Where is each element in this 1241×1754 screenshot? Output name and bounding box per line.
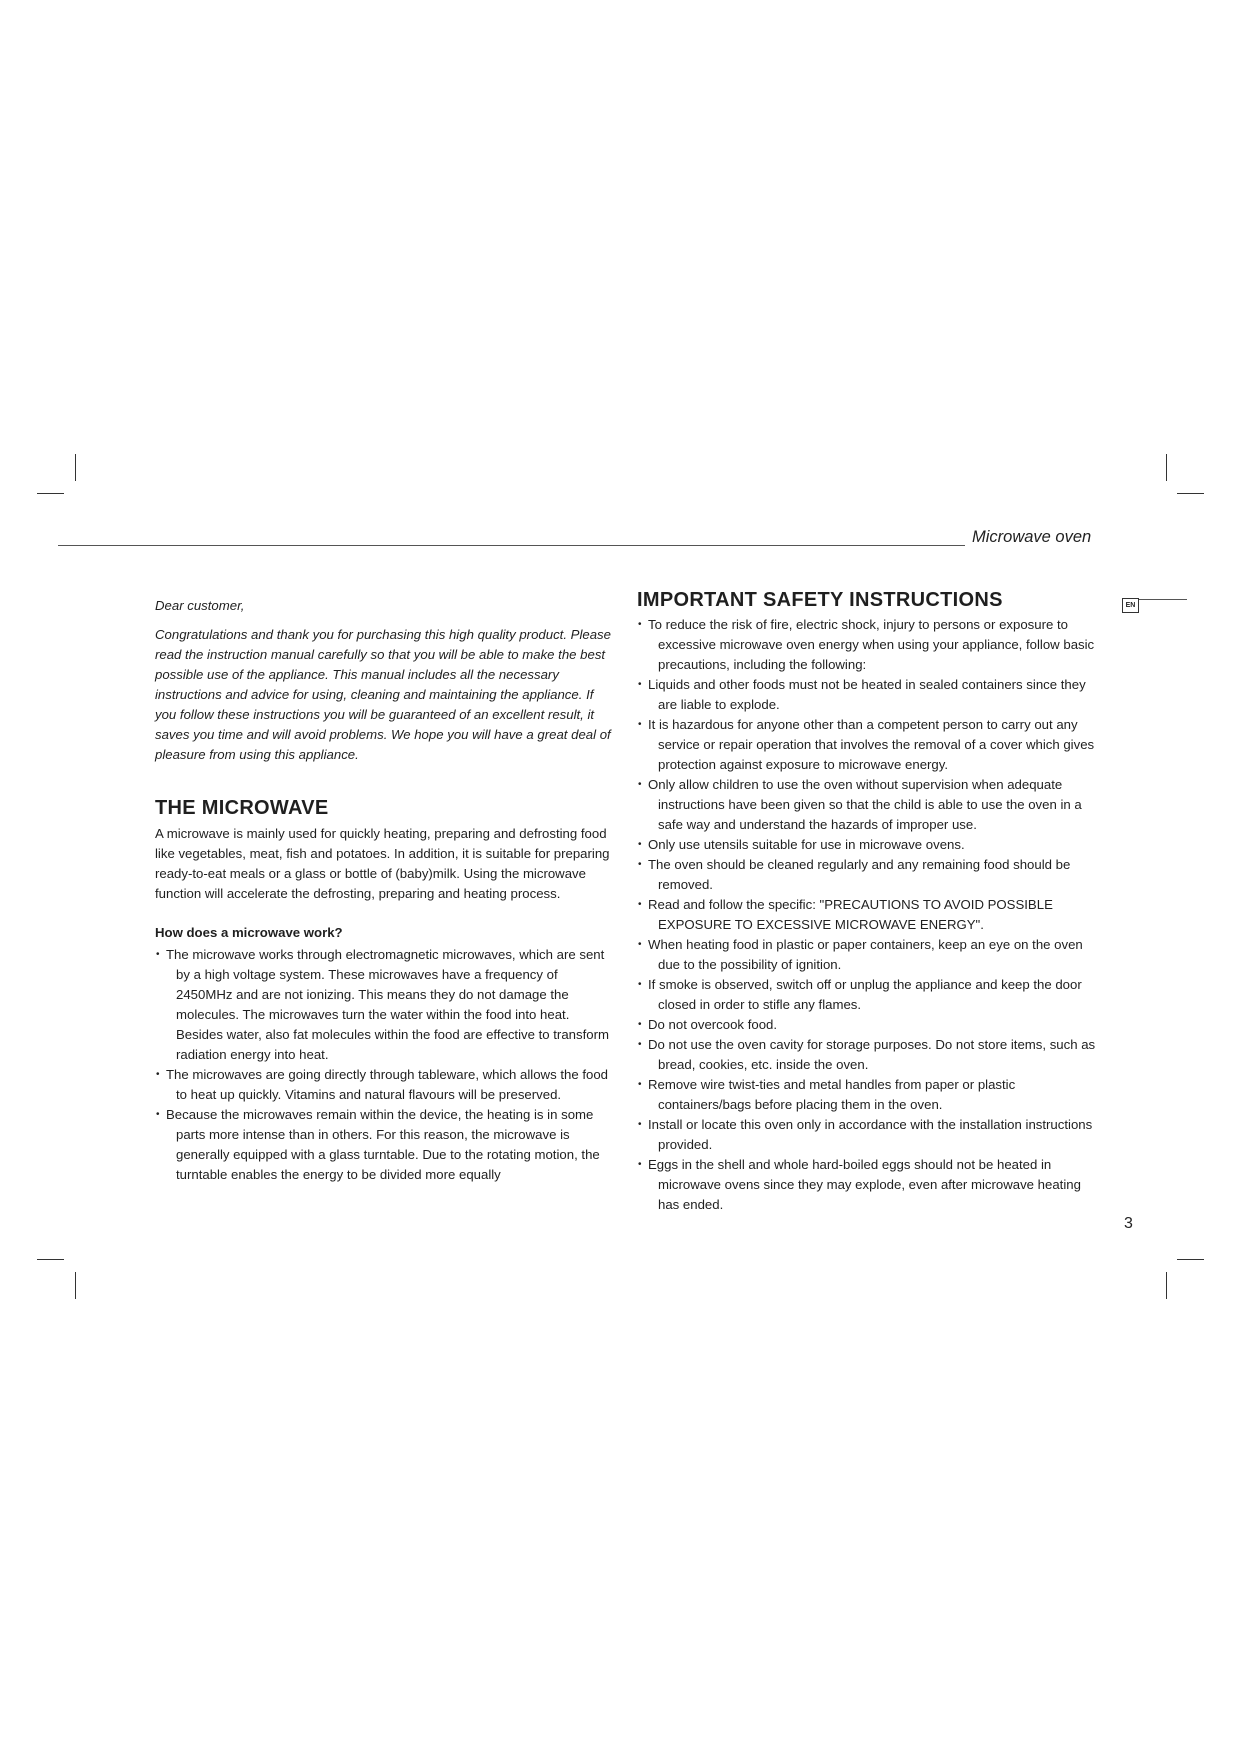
list-item: • To reduce the risk of fire, electric shock, injury to persons or exposure to excessive microwave oven energy when using your appliance, follow basic precautions, including the following: xyxy=(637,615,1097,675)
list-item: • Read and follow the specific: "PRECAUTIONS TO AVOID POSSIBLE EXPOSURE TO EXCESSIVE MICROWAVE ENERGY". xyxy=(637,895,1097,935)
language-tag: EN xyxy=(1122,598,1139,613)
crop-mark-top-left-vertical xyxy=(75,454,76,481)
list-item: • Eggs in the shell and whole hard-boiled eggs should not be heated in microwave ovens since they may explode, even after microwave heating has ended. xyxy=(637,1155,1097,1215)
crop-mark-bottom-left-horizontal xyxy=(37,1259,64,1260)
list-item: • Liquids and other foods must not be heated in sealed containers since they are liable to explode. xyxy=(637,675,1097,715)
list-item: • If smoke is observed, switch off or unplug the appliance and keep the door closed in order to stifle any flames. xyxy=(637,975,1097,1015)
page-number: 3 xyxy=(1124,1215,1133,1232)
section-heading-microwave: THE MICROWAVE xyxy=(155,797,329,819)
language-tag-rule xyxy=(1139,599,1187,600)
section-heading-safety: IMPORTANT SAFETY INSTRUCTIONS xyxy=(637,589,1003,611)
header-title: Microwave oven xyxy=(972,528,1092,546)
crop-mark-bottom-left-vertical xyxy=(75,1272,76,1299)
list-item: • It is hazardous for anyone other than a competent person to carry out any service or repair operation that involves the removal of a cover which gives protection against exposure to microwave energy. xyxy=(637,715,1097,775)
list-item: • Do not overcook food. xyxy=(637,1015,1097,1035)
crop-mark-bottom-right-horizontal xyxy=(1177,1259,1204,1260)
crop-mark-bottom-right-vertical xyxy=(1166,1272,1167,1299)
how-it-works-list xyxy=(155,945,617,1185)
left-column xyxy=(155,596,617,1185)
list-item: • Remove wire twist-ties and metal handles from paper or plastic containers/bags before placing them in the oven. xyxy=(637,1075,1097,1115)
header-rule xyxy=(58,545,965,546)
list-item: • Only use utensils suitable for use in microwave ovens. xyxy=(637,835,1097,855)
microwave-description: A microwave is mainly used for quickly heating, preparing and defrosting food like vegetables, meat, fish and potatoes. In addition, it is suitable for preparing ready-to-eat meals or a glass or bottle of (baby)milk. Using the microwave function will accelerate the defrosting, preparing and heating process. xyxy=(155,826,610,901)
list-item: • The microwaves are going directly through tableware, which allows the food to heat up quickly. Vitamins and natural flavours will be preserved. xyxy=(155,1065,617,1105)
safety-instructions-list xyxy=(637,615,1097,1215)
list-item: • Because the microwaves remain within the device, the heating is in some parts more intense than in others. For this reason, the microwave is generally equipped with a glass turntable. Due to the rotating motion, the turntable enables the energy to be divided more equally xyxy=(155,1105,617,1185)
crop-mark-top-left-horizontal xyxy=(37,493,64,494)
intro-paragraph: Congratulations and thank you for purchasing this high quality product. Please read the instruction manual carefully so that you will be able to make the best possible use of the appliance. This manual includes all the necessary instructions and advice for using, cleaning and maintaining the appliance. If you follow these instructions you will be guaranteed of an excellent result, it saves you time and will avoid problems. We hope you will have a great deal of pleasure from using this appliance. xyxy=(155,627,611,762)
subheading-how-it-works: How does a microwave work? xyxy=(155,925,343,940)
crop-mark-top-right-vertical xyxy=(1166,454,1167,481)
greeting: Dear customer, xyxy=(155,598,245,613)
crop-mark-top-right-horizontal xyxy=(1177,493,1204,494)
list-item: • Only allow children to use the oven without supervision when adequate instructions have been given so that the child is able to use the oven in a safe way and understand the hazards of improper use. xyxy=(637,775,1097,835)
list-item: • When heating food in plastic or paper containers, keep an eye on the oven due to the possibility of ignition. xyxy=(637,935,1097,975)
list-item: • The microwave works through electromagnetic microwaves, which are sent by a high voltage system. These microwaves have a frequency of 2450MHz and are not ionizing. This means they do not damage the molecules. The microwaves turn the water within the food into heat. Besides water, also fat molecules within the food are effective to transform radiation energy into heat. xyxy=(155,945,617,1065)
right-column xyxy=(637,590,1097,1215)
list-item: • The oven should be cleaned regularly and any remaining food should be removed. xyxy=(637,855,1097,895)
list-item: • Do not use the oven cavity for storage purposes. Do not store items, such as bread, cookies, etc. inside the oven. xyxy=(637,1035,1097,1075)
list-item: • Install or locate this oven only in accordance with the installation instructions provided. xyxy=(637,1115,1097,1155)
